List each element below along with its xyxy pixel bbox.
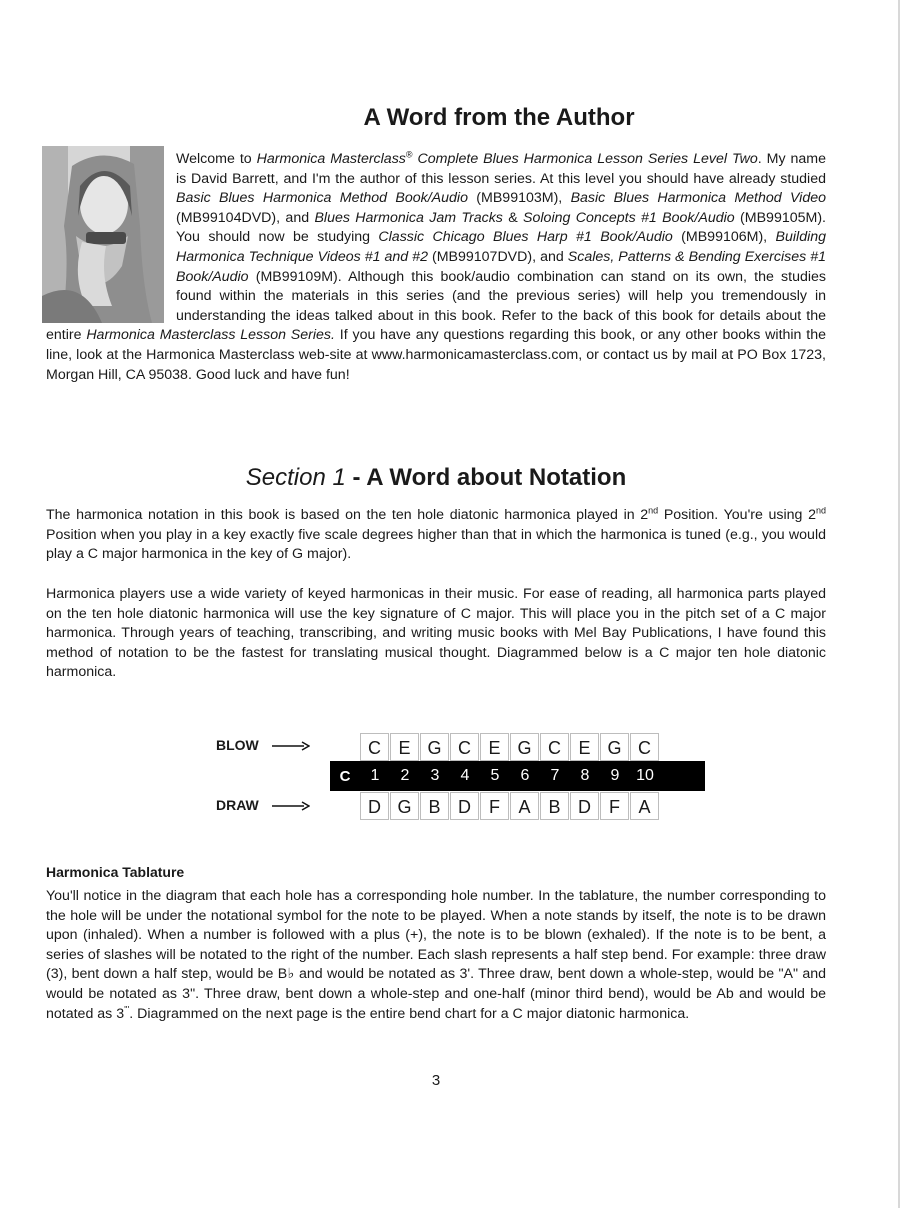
page-title: A Word from the Author	[363, 104, 635, 131]
draw-note: B	[540, 792, 569, 820]
tablature-paragraph: You'll notice in the diagram that each hole has a corresponding hole number. In the tablature, the number corresponding to the hole will be under the notational symbol for the note to be played. When a note stands by itself, the note is to be drawn upon (inhaled). When a number is followed with a plus (+), the note is to be blown (exhaled). If the note is to be bent, a series of slashes will be notated to the right of the number. Each slash represents a half step bend. For example: three draw (3), bent down a half step, would be B♭ and would be notated as 3'. Three draw, bent down a whole-step, would be "A" and would be notated as 3". Three draw, bent down a whole-step and one-half (minor third bend), would be Ab and would be notated as 3'''. Diagrammed on the next page is the entire bend chart for a C major diatonic harmonica.	[46, 888, 826, 1022]
hole-number: 3	[430, 767, 440, 784]
hole-number: 2	[400, 767, 410, 784]
notation-paragraph-1: The harmonica notation in this book is based on the ten hole diatonic harmonica played in 2nd Position. You're using 2nd Position when you play in a key exactly five scale degrees higher than that in which the harmonica is tuned (e.g., you would play a C major harmonica in the key of G major).	[46, 505, 827, 563]
blow-label: BLOW	[216, 737, 259, 753]
hole-number: 4	[460, 767, 470, 784]
harmonica-diagram	[216, 733, 716, 825]
blow-note: C	[360, 733, 389, 761]
draw-note: D	[570, 792, 599, 820]
blow-arrow-icon	[272, 741, 310, 751]
draw-label: DRAW	[216, 797, 259, 813]
draw-note: B	[420, 792, 449, 820]
notation-paragraph-2: Harmonica players use a wide variety of keyed harmonicas in their music. For ease of reading, all harmonica parts played on the ten hole diatonic harmonica will use the key signature of C major. This will place you in the pitch set of a C major harmonica. Through years of teaching, transcribing, and writing music books with Mel Bay Publications, I have found this method of notation to be the fastest for translating musical thought. Diagrammed below is a C major ten hole diatonic harmonica.	[46, 586, 826, 681]
section-heading: Section 1 - A Word about Notation	[245, 464, 627, 491]
intro-paragraph: Welcome to Harmonica Masterclass® Complete Blues Harmonica Lesson Series Level Two. My name is David Barrett, and I'm the author of this lesson series. At this level you should have already studied Basic Blues Harmonica Method Book/Audio (MB99103M), Basic Blues Harmonica Method Video (MB99104DVD), and Blues Harmonica Jam Tracks & Soloing Concepts #1 Book/Audio (MB99105M). You should now be studying Classic Chicago Blues Harp #1 Book/Audio (MB99106M), Building Harmonica Technique Videos #1 and #2 (MB99107DVD), and Scales, Patterns & Bending Exercises #1 Book/Audio (MB99109M). Although this book/audio combination can stand on its own, the studies found within the materials in this series (and the previous series) will help you tremendously in understanding the ideas talked about in this book. Refer to the back of this book for details about the entire Harmonica Masterclass Lesson Series. If you have any questions regarding this book, or any other books within the line, look at the Harmonica Masterclass web-site at www.harmonicamasterclass.com, or contact us by mail at PO Box 1723, Morgan Hill, CA 95038. Good luck and have fun!	[46, 149, 827, 383]
hole-number: 6	[520, 767, 530, 784]
hole-number: 9	[610, 767, 620, 784]
hole-numbers	[360, 767, 660, 785]
draw-arrow-icon	[272, 801, 310, 811]
blow-note: G	[420, 733, 449, 761]
blow-note: E	[570, 733, 599, 761]
blow-notes	[360, 733, 660, 761]
blow-note: C	[450, 733, 479, 761]
draw-note: G	[390, 792, 419, 820]
hole-number: 8	[580, 767, 590, 784]
hole-number-bar	[330, 761, 705, 791]
blow-note: E	[480, 733, 509, 761]
hole-number: 5	[490, 767, 500, 784]
draw-note: F	[480, 792, 509, 820]
draw-notes	[360, 792, 660, 820]
blow-note: G	[600, 733, 629, 761]
hole-number: 7	[550, 767, 560, 784]
draw-note: D	[360, 792, 389, 820]
draw-note: D	[450, 792, 479, 820]
hole-number: 1	[370, 767, 380, 784]
hole-number: 10	[636, 767, 654, 784]
tablature-heading: Harmonica Tablature	[46, 864, 185, 880]
page-number: 3	[431, 1072, 441, 1089]
blow-note: G	[510, 733, 539, 761]
harmonica-key: C	[339, 767, 351, 785]
blow-note: C	[630, 733, 659, 761]
draw-note: A	[630, 792, 659, 820]
draw-note: F	[600, 792, 629, 820]
draw-note: A	[510, 792, 539, 820]
blow-note: E	[390, 733, 419, 761]
blow-note: C	[540, 733, 569, 761]
